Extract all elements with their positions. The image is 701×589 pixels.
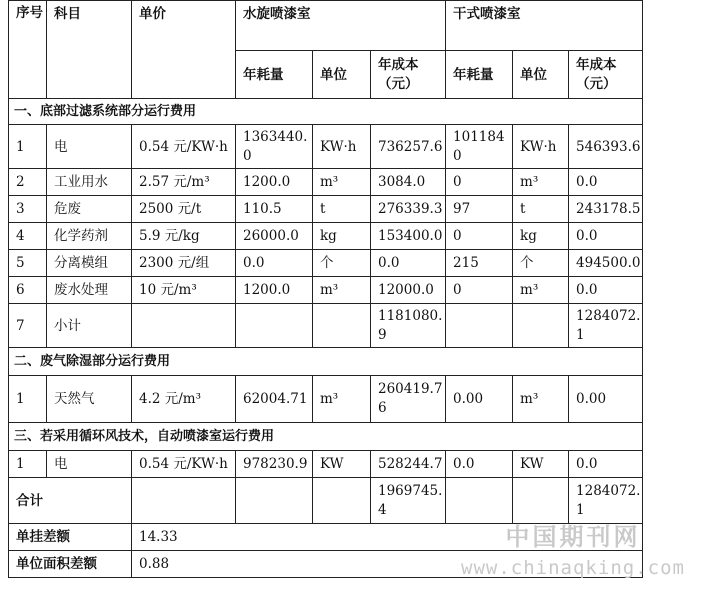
cell-dry-unit: m³ [513,169,569,196]
total-dry-cost: 1284072.1 [569,478,643,524]
cell-water-qty: 0.0 [236,250,313,277]
cell-dry-cost: 243178.5 [569,196,643,223]
cell-dry-cost: 1284072.1 [569,304,643,348]
cell-water-unit: m³ [313,277,371,304]
cell-no: 6 [9,277,47,304]
cell-dry-unit: KW [513,451,569,478]
cell-item: 电 [47,125,132,169]
cell-dry-qty: 97 [446,196,513,223]
table-row [9,196,643,223]
total-water-cost: 1969745.4 [371,478,446,524]
watermark-cn: 中国期刊网 [505,523,641,551]
cell-water-qty: 978230.9 [236,451,313,478]
total-water-qty-empty [236,478,313,524]
cell-water-cost: 3084.0 [371,169,446,196]
header-water-unit: 单位 [313,51,371,99]
cell-water-unit: kg [313,223,371,250]
cell-water-qty [236,304,313,348]
table-row [9,277,643,304]
total-price-empty [132,478,236,524]
header-unit-price: 单价 [132,1,236,99]
total-row [9,478,643,524]
cell-dry-unit: t [513,196,569,223]
header-row-1 [9,1,643,51]
cell-dry-qty: 0.0 [446,451,513,478]
total-water-unit-empty [313,478,371,524]
section-2-title: 二、废气除湿部分运行费用 [9,348,643,376]
table-row [9,304,643,348]
cell-dry-qty: 0 [446,277,513,304]
cell-price: 10 元/m³ [132,277,236,304]
cell-dry-qty: 0 [446,223,513,250]
cell-no: 7 [9,304,47,348]
cell-water-cost: 736257.6 [371,125,446,169]
cell-water-cost: 528244.7 [371,451,446,478]
cell-price: 0.54 元/KW·h [132,125,236,169]
cell-dry-unit: kg [513,223,569,250]
cell-no: 4 [9,223,47,250]
header-dry-cost: 年成本（元） [569,51,643,99]
cell-price: 2300 元/组 [132,250,236,277]
per-area-value: 0.88 [132,551,643,578]
cell-price: 2500 元/t [132,196,236,223]
header-dry-unit: 单位 [513,51,569,99]
per-hang-label: 单挂差额 [9,524,132,551]
total-label: 合计 [9,478,132,524]
cell-no: 5 [9,250,47,277]
cell-water-unit [313,304,371,348]
per-area-row [9,551,643,578]
cell-dry-unit [513,304,569,348]
cell-item: 工业用水 [47,169,132,196]
cell-dry-qty: 1011840 [446,125,513,169]
cell-item: 危废 [47,196,132,223]
cell-water-cost: 276339.3 [371,196,446,223]
cell-price: 2.57 元/m³ [132,169,236,196]
cell-dry-cost: 0.0 [569,169,643,196]
header-seq: 序号 [9,1,47,99]
header-subject: 科目 [47,1,132,99]
section-title-row [9,348,643,376]
cell-water-unit: KW [313,451,371,478]
cell-water-qty: 1200.0 [236,169,313,196]
section-1-title: 一、底部过滤系统部分运行费用 [9,99,643,125]
cell-dry-unit: KW·h [513,125,569,169]
cell-item: 废水处理 [47,277,132,304]
cell-dry-unit: m³ [513,277,569,304]
cell-water-qty: 1363440.0 [236,125,313,169]
cell-dry-cost: 0.0 [569,223,643,250]
cell-item: 天然气 [47,376,132,423]
cell-water-qty: 62004.71 [236,376,313,423]
cell-dry-unit: m³ [513,376,569,423]
header-dry-annual: 年耗量 [446,51,513,99]
table-row [9,451,643,478]
header-water-booth: 水旋喷漆室 [236,1,446,51]
table-row [9,223,643,250]
per-area-label: 单位面积差额 [9,551,132,578]
cell-price: 5.9 元/kg [132,223,236,250]
cell-water-qty: 26000.0 [236,223,313,250]
cell-no: 3 [9,196,47,223]
per-hang-value: 14.33 [132,524,643,551]
table-row [9,250,643,277]
cell-item: 分离模组 [47,250,132,277]
section-title-row [9,99,643,125]
cell-water-cost: 1181080.9 [371,304,446,348]
cell-price: 0.54 元/KW·h [132,451,236,478]
cell-dry-cost: 546393.6 [569,125,643,169]
cell-item: 化学药剂 [47,223,132,250]
cell-water-unit: KW·h [313,125,371,169]
cell-item: 电 [47,451,132,478]
cell-price: 4.2 元/m³ [132,376,236,423]
cell-dry-qty: 215 [446,250,513,277]
cell-price [132,304,236,348]
cell-water-cost: 12000.0 [371,277,446,304]
section-title-row [9,423,643,451]
cell-dry-cost: 494500.0 [569,250,643,277]
cell-dry-cost: 0.00 [569,376,643,423]
per-hang-row [9,524,643,551]
cell-water-cost: 260419.76 [371,376,446,423]
header-dry-booth: 干式喷漆室 [446,1,643,51]
header-water-annual: 年耗量 [236,51,313,99]
cell-no: 1 [9,376,47,423]
cell-dry-unit: 个 [513,250,569,277]
cell-water-qty: 110.5 [236,196,313,223]
watermark-en: www.chinaqking.com [461,557,685,579]
cell-item: 小计 [47,304,132,348]
cell-water-unit: m³ [313,376,371,423]
section-3-title: 三、若采用循环风技术，自动喷漆室运行费用 [9,423,643,451]
cell-no: 1 [9,125,47,169]
cell-water-unit: 个 [313,250,371,277]
header-water-cost: 年成本（元） [371,51,446,99]
cell-dry-qty: 0.00 [446,376,513,423]
cell-dry-qty [446,304,513,348]
cell-water-cost: 153400.0 [371,223,446,250]
cell-no: 1 [9,451,47,478]
table-row [9,376,643,423]
cell-water-qty: 1200.0 [236,277,313,304]
total-dry-qty-empty [446,478,513,524]
total-dry-unit-empty [513,478,569,524]
cell-dry-qty: 0 [446,169,513,196]
table-row [9,125,643,169]
cell-water-unit: m³ [313,169,371,196]
cell-water-unit: t [313,196,371,223]
cost-comparison-table [8,0,643,578]
cell-dry-cost: 0.0 [569,277,643,304]
cell-water-cost: 0.0 [371,250,446,277]
cell-no: 2 [9,169,47,196]
cell-dry-cost: 0.0 [569,451,643,478]
table-row [9,169,643,196]
